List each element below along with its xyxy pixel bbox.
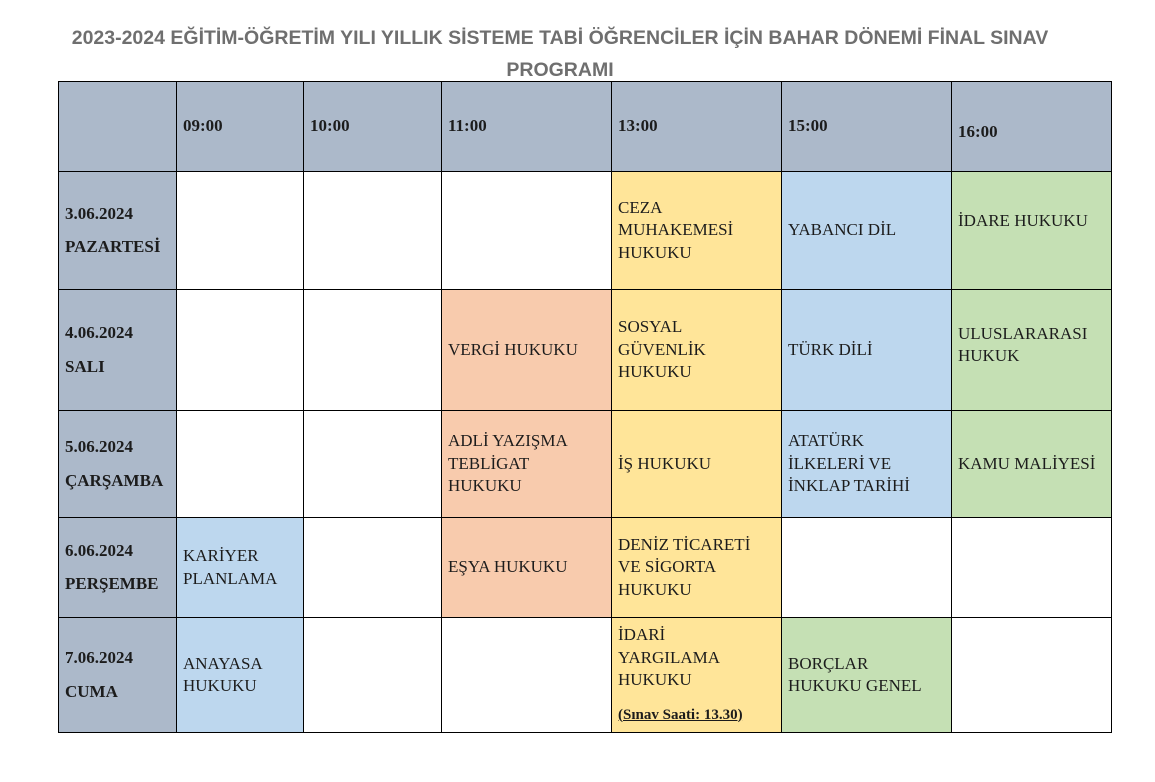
exam-cell: YABANCI DİL	[782, 172, 952, 290]
hour-header-1500: 15:00	[782, 82, 952, 172]
exam-cell	[177, 411, 304, 518]
exam-cell: İDARE HUKUKU	[952, 172, 1112, 290]
exam-cell: SOSYAL GÜVENLİK HUKUKU	[612, 290, 782, 411]
table-row-monday	[59, 172, 1112, 290]
title-line-1: 2023-2024 EĞİTİM-ÖĞRETİM YILI YILLIK SİSTEME TABİ ÖĞRENCİLER İÇİN BAHAR DÖNEMİ FİNAL SINAV	[71, 27, 1049, 49]
exam-cell: ULUSLARARASI HUKUK	[952, 290, 1112, 411]
day-date: 7.06.2024	[65, 648, 133, 667]
header-row	[59, 82, 1112, 172]
exam-cell	[442, 618, 612, 733]
day-name: PAZARTESİ	[65, 237, 161, 256]
exam-cell	[304, 518, 442, 618]
exam-cell	[304, 290, 442, 411]
hour-header-0900: 09:00	[177, 82, 304, 172]
day-cell-thursday	[59, 518, 177, 618]
day-name: ÇARŞAMBA	[65, 470, 164, 490]
exam-time-note: (Sınav Saati: 13.30)	[618, 706, 743, 723]
table-row-tuesday	[59, 290, 1112, 411]
exam-cell	[177, 290, 304, 411]
title-line-2: PROGRAMI	[506, 59, 614, 81]
exam-cell	[304, 618, 442, 733]
hour-header-1000: 10:00	[304, 82, 442, 172]
exam-cell: CEZA MUHAKEMESİ HUKUKU	[612, 172, 782, 290]
day-cell-monday	[59, 172, 177, 290]
exam-cell: KAMU MALİYESİ	[952, 411, 1112, 518]
day-cell-tuesday	[59, 290, 177, 411]
exam-cell	[304, 172, 442, 290]
table-row-wednesday	[59, 411, 1112, 518]
hour-header-1300: 13:00	[612, 82, 782, 172]
day-name: CUMA	[65, 681, 118, 701]
corner-header-cell	[59, 82, 177, 172]
exam-schedule-table	[58, 81, 1112, 733]
day-name: PERŞEMBE	[65, 574, 159, 593]
day-cell-friday	[59, 618, 177, 733]
exam-cell: VERGİ HUKUKU	[442, 290, 612, 411]
exam-cell: ANAYASA HUKUKU	[177, 618, 304, 733]
exam-cell: ADLİ YAZIŞMA TEBLİGAT HUKUKU	[442, 411, 612, 518]
day-date: 6.06.2024	[65, 540, 133, 560]
exam-cell: TÜRK DİLİ	[782, 290, 952, 411]
exam-cell: BORÇLAR HUKUKU GENEL	[782, 618, 952, 733]
day-date: 3.06.2024	[65, 203, 133, 223]
exam-cell: İDARİ YARGILAMA HUKUKU (Sınav Saati: 13.30)	[612, 618, 782, 733]
exam-cell: ATATÜRK İLKELERİ VE İNKLAP TARİHİ	[782, 411, 952, 518]
table-row-thursday	[59, 518, 1112, 618]
exam-cell	[304, 411, 442, 518]
exam-cell: DENİZ TİCARETİ VE SİGORTA HUKUKU	[612, 518, 782, 618]
day-cell-wednesday	[59, 411, 177, 518]
hour-header-1100: 11:00	[442, 82, 612, 172]
day-date: 4.06.2024	[65, 323, 133, 342]
exam-cell	[782, 518, 952, 618]
table-row-friday	[59, 618, 1112, 733]
exam-cell	[177, 172, 304, 290]
page-title	[40, 22, 1080, 86]
exam-cell: KARİYER PLANLAMA	[177, 518, 304, 618]
exam-cell	[952, 518, 1112, 618]
hour-header-1600: 16:00	[952, 82, 1112, 172]
exam-cell	[442, 172, 612, 290]
exam-cell: İŞ HUKUKU	[612, 411, 782, 518]
day-name: SALI	[65, 356, 105, 376]
exam-cell: EŞYA HUKUKU	[442, 518, 612, 618]
day-date: 5.06.2024	[65, 437, 133, 456]
exam-cell	[952, 618, 1112, 733]
